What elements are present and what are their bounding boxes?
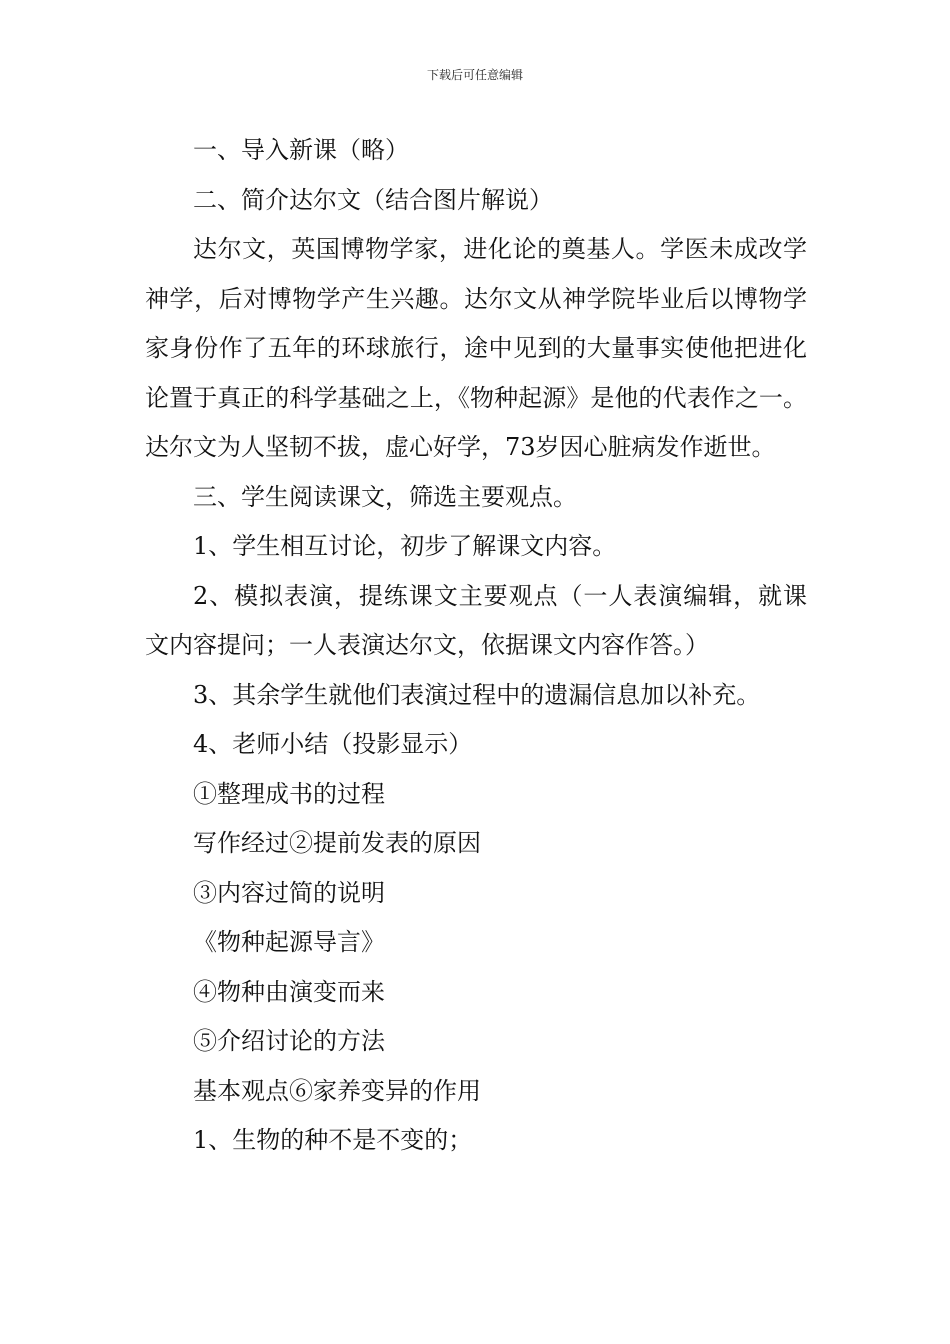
step-item-3: 3、其余学生就他们表演过程中的遗漏信息加以补充。	[193, 680, 761, 709]
summary-line-6: ⑤介绍讨论的方法	[193, 1027, 385, 1055]
summary-line-1: ①整理成书的过程	[193, 779, 385, 808]
step-item-4: 4、老师小结（投影显示）	[193, 730, 473, 758]
summary-line-4: 《物种起源导言》	[193, 928, 385, 956]
step-item-2: 2、模拟表演，提练课文主要观点（一人表演编辑，就课文内容提问；一人表演达尔文，依据课文内容作答。）	[145, 581, 807, 659]
document-body	[145, 126, 807, 1166]
section-heading-darwin: 二、简介达尔文（结合图片解说）	[193, 185, 553, 214]
section-heading-intro: 一、导入新课（略）	[193, 136, 409, 164]
step-item-1: 1、学生相互讨论，初步了解课文内容。	[193, 532, 617, 560]
page-header-note: 下载后可任意编辑	[426, 68, 523, 82]
summary-line-8: 1、生物的种不是不变的；	[193, 1126, 473, 1154]
section-heading-reading: 三、学生阅读课文，筛选主要观点。	[193, 482, 577, 511]
darwin-biography-paragraph: 达尔文，英国博物学家，进化论的奠基人。学医未成改学神学，后对博物学产生兴趣。达尔文从神学院毕业后以博物学家身份作了五年的环球旅行，途中见到的大量事实使他把进化论置于真正的科学基础之上，《物种起源》是他的代表作之一。达尔文为人坚韧不拔，虚心好学，73岁因心脏病发作逝世。	[145, 235, 807, 461]
summary-line-7: 基本观点⑥家养变异的作用	[193, 1076, 481, 1105]
summary-line-2: 写作经过②提前发表的原因	[193, 829, 481, 857]
summary-line-3: ③内容过简的说明	[193, 878, 385, 907]
summary-line-5: ④物种由演变而来	[193, 977, 385, 1006]
